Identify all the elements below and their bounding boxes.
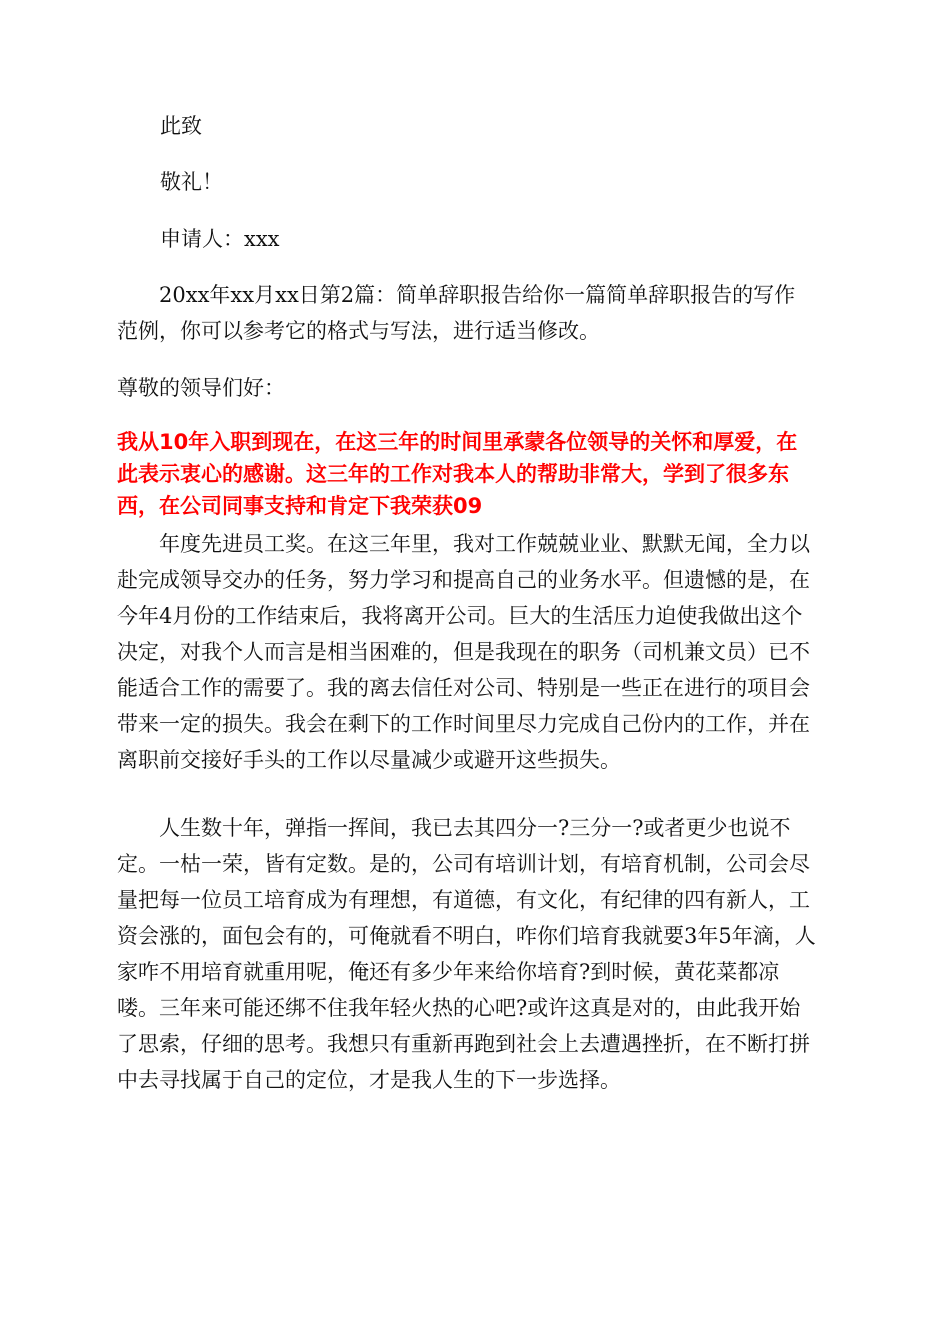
closing-salutation: 此致 (160, 114, 202, 138)
highlight-paragraph: 我从10年入职到现在，在这三年的时间里承蒙各位领导的关怀和厚爱，在此表示衷心的感谢。这三年的工作对我本人的帮助非常大，学到了很多东西，在公司同事支持和肯定下我荣获09 (117, 430, 798, 518)
body-paragraph-2: 人生数十年，弹指一挥间，我已去其四分一?三分一?或者更少也说不定。一枯一荣，皆有定数。是的，公司有培训计划，有培育机制，公司会尽量把每一位员工培育成为有理想，有道德，有文化，有纪律的四有新人，工资会涨的，面包会有的，可俺就看不明白，咋你们培育我就要3年5年滴，人家咋不用培育就重用呢，俺还有多少年来给你培育?到时候，黄花菜都凉喽。三年来可能还绑不住我年轻火热的心吧?或许这真是对的，由此我开始了思索，仔细的思考。我想只有重新再跑到社会上去遭遇挫折，在不断打拼中去寻找属于自己的定位，才是我人生的下一步选择。 (117, 816, 816, 1092)
intro-paragraph: 20xx年xx月xx日第2篇：简单辞职报告给你一篇简单辞职报告的写作范例，你可以参考它的格式与写法，进行适当修改。 (117, 283, 796, 343)
applicant-signature: 申请人：xxx (160, 227, 280, 251)
body-paragraph-1: 年度先进员工奖。在这三年里，我对工作兢兢业业、默默无闻，全力以赴完成领导交办的任务，努力学习和提高自己的业务水平。但遗憾的是，在今年4月份的工作结束后，我将离开公司。巨大的生活压力迫使我做出这个决定，对我个人而言是相当困难的，但是我现在的职务（司机兼文员）已不能适合工作的需要了。我的离去信任对公司、特别是一些正在进行的项目会带来一定的损失。我会在剩下的工作时间里尽力完成自己份内的工作，并在离职前交接好手头的工作以尽量减少或避开这些损失。 (117, 532, 810, 772)
greeting: 尊敬的领导们好： (117, 376, 285, 400)
closing-respect: 敬礼！ (160, 170, 223, 194)
